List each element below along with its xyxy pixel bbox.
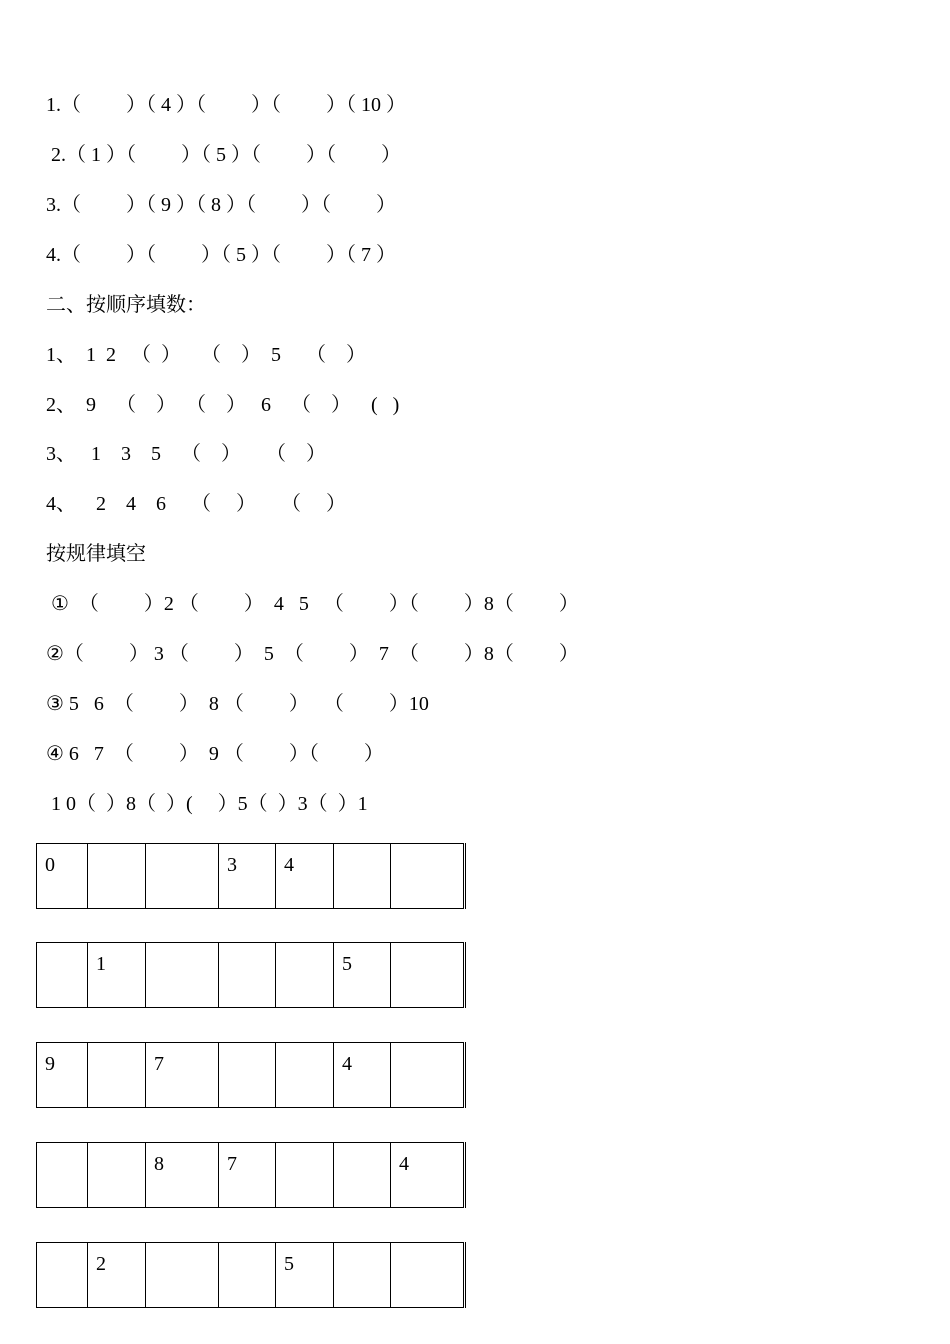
grid-cell — [88, 1043, 146, 1108]
grid-cell — [88, 1143, 146, 1208]
grid-cell: 7 — [146, 1043, 219, 1108]
grid-cell: 0 — [37, 844, 88, 909]
grid-cell — [219, 943, 276, 1008]
grid-cell — [37, 1243, 88, 1308]
grid-cell: 4 — [276, 844, 334, 909]
number-grid-3 — [36, 1042, 466, 1108]
grid-cell — [391, 844, 465, 909]
number-grid-2 — [36, 942, 466, 1008]
grid-cell: 3 — [219, 844, 276, 909]
grid-cell — [276, 1043, 334, 1108]
number-grid-1 — [36, 843, 466, 909]
grid-cell: 9 — [37, 1043, 88, 1108]
number-grid-5 — [36, 1242, 466, 1308]
grid-cell: 2 — [88, 1243, 146, 1308]
sequence-row-1: 1、 1 2 （ ） （ ） 5 （ ） — [46, 344, 366, 366]
grid-cell — [146, 844, 219, 909]
section-2-title: 二、按顺序填数： — [46, 294, 206, 316]
pattern-row-5: 1 0（ ）8（ ）( ）5（ ）3（ ）1 — [46, 793, 368, 815]
grid-cell: 4 — [391, 1143, 465, 1208]
grid-cell: 1 — [88, 943, 146, 1008]
grid-cell — [391, 1243, 465, 1308]
grid-cell — [146, 943, 219, 1008]
grid-cell — [146, 1243, 219, 1308]
fill-row-4: 4.（ ）（ ）（ 5 ）（ ）（ 7 ） — [46, 244, 396, 266]
pattern-row-3: ③ 5 6 （ ） 8 （ ） （ ）10 — [46, 693, 429, 715]
grid-cell — [334, 844, 391, 909]
grid-cell — [88, 844, 146, 909]
grid-cell: 5 — [334, 943, 391, 1008]
grid-cell: 5 — [276, 1243, 334, 1308]
grid-cell — [391, 1043, 465, 1108]
section-3-title: 按规律填空 — [46, 543, 146, 565]
sequence-row-3: 3、 1 3 5 （ ） （ ） — [46, 443, 326, 465]
sequence-row-2: 2、 9 （ ） （ ） 6 （ ） ( ) — [46, 394, 400, 416]
fill-row-2: 2.（ 1 ）（ ）（ 5 ）（ ）（ ） — [46, 144, 401, 166]
grid-cell — [219, 1043, 276, 1108]
grid-cell — [334, 1243, 391, 1308]
sequence-row-4: 4、 2 4 6 （ ） （ ） — [46, 493, 346, 515]
fill-row-1: 1.（ ）（ 4 ）（ ）（ ）（ 10 ） — [46, 94, 406, 116]
pattern-row-1: ① （ ）2 （ ） 4 5 （ ）（ ）8（ ） — [46, 593, 579, 615]
grid-cell — [276, 1143, 334, 1208]
grid-cell — [219, 1243, 276, 1308]
grid-cell — [391, 943, 465, 1008]
grid-cell: 7 — [219, 1143, 276, 1208]
fill-row-3: 3.（ ）（ 9 ）（ 8 ）（ ）（ ） — [46, 194, 396, 216]
pattern-row-2: ②（ ） 3 （ ） 5 （ ） 7 （ ）8（ ） — [46, 643, 579, 665]
number-grid-4 — [36, 1142, 466, 1208]
grid-cell — [37, 943, 88, 1008]
grid-cell: 4 — [334, 1043, 391, 1108]
grid-cell: 8 — [146, 1143, 219, 1208]
grid-cell — [334, 1143, 391, 1208]
grid-cell — [276, 943, 334, 1008]
grid-cell — [37, 1143, 88, 1208]
pattern-row-4: ④ 6 7 （ ） 9 （ ）（ ） — [46, 743, 384, 765]
